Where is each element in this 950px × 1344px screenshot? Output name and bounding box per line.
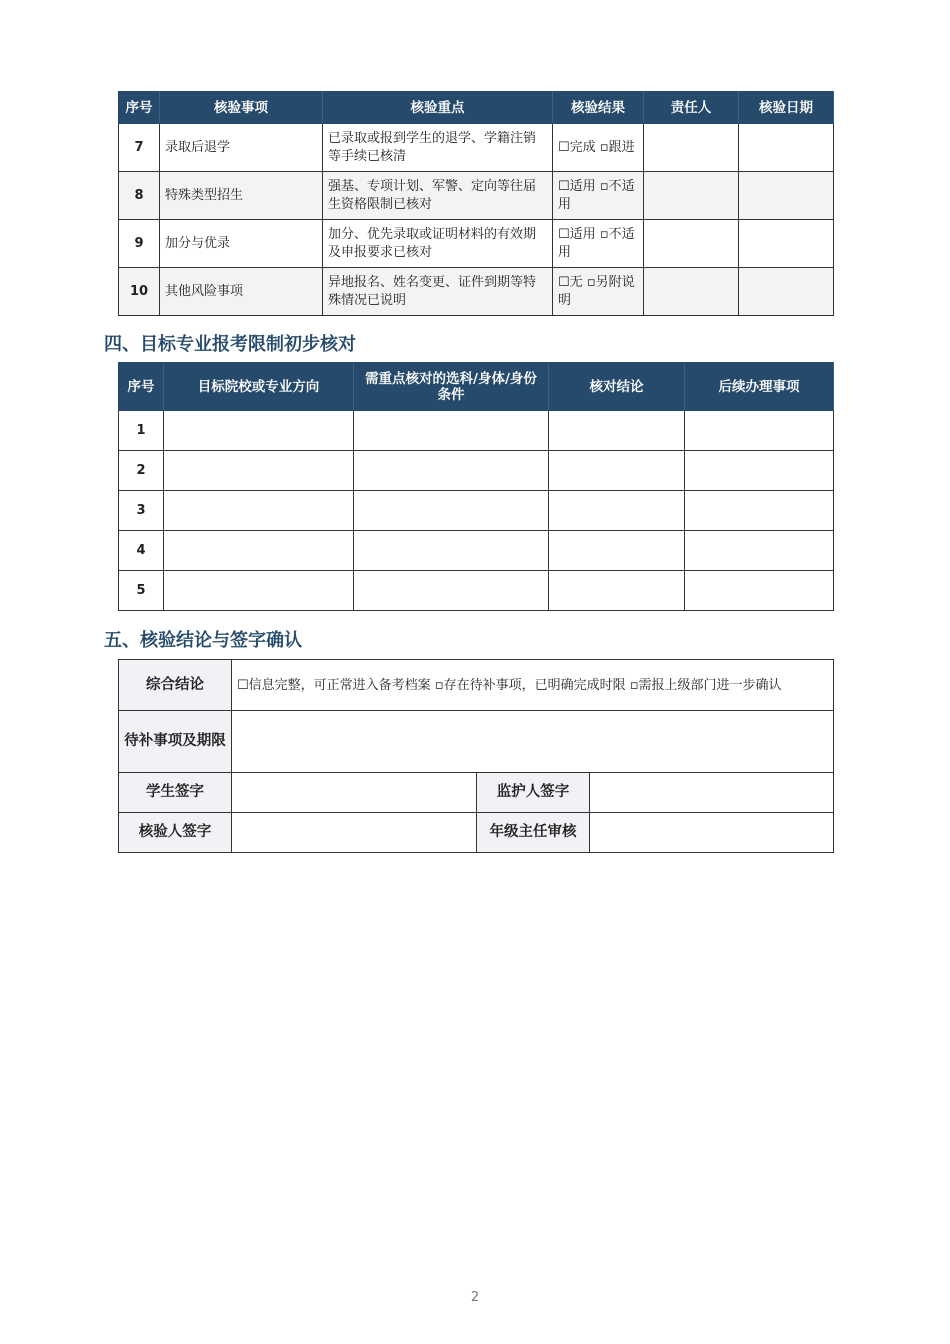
target-school-cell[interactable] <box>164 531 354 571</box>
table-row <box>119 220 834 268</box>
student-signature-label: 学生签字 <box>119 773 232 813</box>
header-cell: 序号 <box>119 92 160 124</box>
table-row <box>119 268 834 316</box>
conclusion-cell[interactable] <box>549 451 685 491</box>
header-cell: 目标院校或专业方向 <box>164 363 354 411</box>
director-review-field[interactable] <box>590 813 834 853</box>
follow-up-cell[interactable] <box>685 571 834 611</box>
row-number: 9 <box>119 220 160 268</box>
header-cell: 核对结论 <box>549 363 685 411</box>
table-row <box>119 813 834 853</box>
check-date-cell[interactable] <box>739 172 834 220</box>
pending-items-field[interactable] <box>232 711 834 773</box>
check-result-options[interactable]: ☐完成 ▫跟进 <box>553 124 644 172</box>
follow-up-cell[interactable] <box>685 531 834 571</box>
check-date-cell[interactable] <box>739 220 834 268</box>
conditions-cell[interactable] <box>354 491 549 531</box>
row-number: 4 <box>119 531 164 571</box>
guardian-signature-label: 监护人签字 <box>477 773 590 813</box>
header-cell: 核验结果 <box>553 92 644 124</box>
signoff-table <box>118 659 834 853</box>
check-item: 录取后退学 <box>160 124 323 172</box>
major-limits-table <box>118 362 834 611</box>
header-cell: 后续办理事项 <box>685 363 834 411</box>
responsible-person-cell[interactable] <box>644 172 739 220</box>
guardian-signature-field[interactable] <box>590 773 834 813</box>
follow-up-cell[interactable] <box>685 491 834 531</box>
row-number: 10 <box>119 268 160 316</box>
check-result-options[interactable]: ☐无 ▫另附说明 <box>553 268 644 316</box>
check-item: 其他风险事项 <box>160 268 323 316</box>
table-row <box>119 711 834 773</box>
conclusion-cell[interactable] <box>549 571 685 611</box>
check-date-cell[interactable] <box>739 124 834 172</box>
row-number: 5 <box>119 571 164 611</box>
table-row <box>119 172 834 220</box>
header-cell: 责任人 <box>644 92 739 124</box>
conditions-cell[interactable] <box>354 411 549 451</box>
table-row <box>119 660 834 711</box>
header-cell: 核验日期 <box>739 92 834 124</box>
page-number: 2 <box>470 1290 480 1305</box>
target-school-cell[interactable] <box>164 411 354 451</box>
check-items-table <box>118 91 834 316</box>
check-result-options[interactable]: ☐适用 ▫不适用 <box>553 172 644 220</box>
header-cell: 需重点核对的选科/身体/身份条件 <box>354 363 549 411</box>
check-item: 特殊类型招生 <box>160 172 323 220</box>
check-focus: 已录取或报到学生的退学、学籍注销等手续已核清 <box>323 124 553 172</box>
follow-up-cell[interactable] <box>685 411 834 451</box>
conclusion-cell[interactable] <box>549 491 685 531</box>
check-item: 加分与优录 <box>160 220 323 268</box>
director-review-label: 年级主任审核 <box>477 813 590 853</box>
check-focus: 加分、优先录取或证明材料的有效期及申报要求已核对 <box>323 220 553 268</box>
target-school-cell[interactable] <box>164 571 354 611</box>
row-number: 3 <box>119 491 164 531</box>
target-school-cell[interactable] <box>164 451 354 491</box>
table-row <box>119 531 834 571</box>
row-number: 8 <box>119 172 160 220</box>
section-4-title: 四、目标专业报考限制初步核对 <box>104 334 356 355</box>
conclusion-cell[interactable] <box>549 411 685 451</box>
check-date-cell[interactable] <box>739 268 834 316</box>
check-result-options[interactable]: ☐适用 ▫不适用 <box>553 220 644 268</box>
row-number: 7 <box>119 124 160 172</box>
header-cell: 序号 <box>119 363 164 411</box>
conclusion-label: 综合结论 <box>119 660 232 711</box>
responsible-person-cell[interactable] <box>644 124 739 172</box>
header-cell: 核验事项 <box>160 92 323 124</box>
check-focus: 强基、专项计划、军警、定向等往届生资格限制已核对 <box>323 172 553 220</box>
table-row <box>119 571 834 611</box>
section-5-title: 五、核验结论与签字确认 <box>104 630 302 651</box>
row-number: 2 <box>119 451 164 491</box>
conclusion-cell[interactable] <box>549 531 685 571</box>
conditions-cell[interactable] <box>354 451 549 491</box>
table-row <box>119 124 834 172</box>
check-focus: 异地报名、姓名变更、证件到期等特殊情况已说明 <box>323 268 553 316</box>
responsible-person-cell[interactable] <box>644 268 739 316</box>
pending-items-label: 待补事项及期限 <box>119 711 232 773</box>
table-row <box>119 773 834 813</box>
student-signature-field[interactable] <box>232 773 477 813</box>
checker-signature-field[interactable] <box>232 813 477 853</box>
table-header-row <box>119 363 834 411</box>
conditions-cell[interactable] <box>354 531 549 571</box>
responsible-person-cell[interactable] <box>644 220 739 268</box>
checker-signature-label: 核验人签字 <box>119 813 232 853</box>
follow-up-cell[interactable] <box>685 451 834 491</box>
table-header-row <box>119 92 834 124</box>
table-row <box>119 411 834 451</box>
conclusion-options[interactable]: ☐信息完整，可正常进入备考档案 ▫存在待补事项，已明确完成时限 ▫需报上级部门进一步确认 <box>232 660 834 711</box>
header-cell: 核验重点 <box>323 92 553 124</box>
conditions-cell[interactable] <box>354 571 549 611</box>
row-number: 1 <box>119 411 164 451</box>
table-row <box>119 491 834 531</box>
table-row <box>119 451 834 491</box>
target-school-cell[interactable] <box>164 491 354 531</box>
